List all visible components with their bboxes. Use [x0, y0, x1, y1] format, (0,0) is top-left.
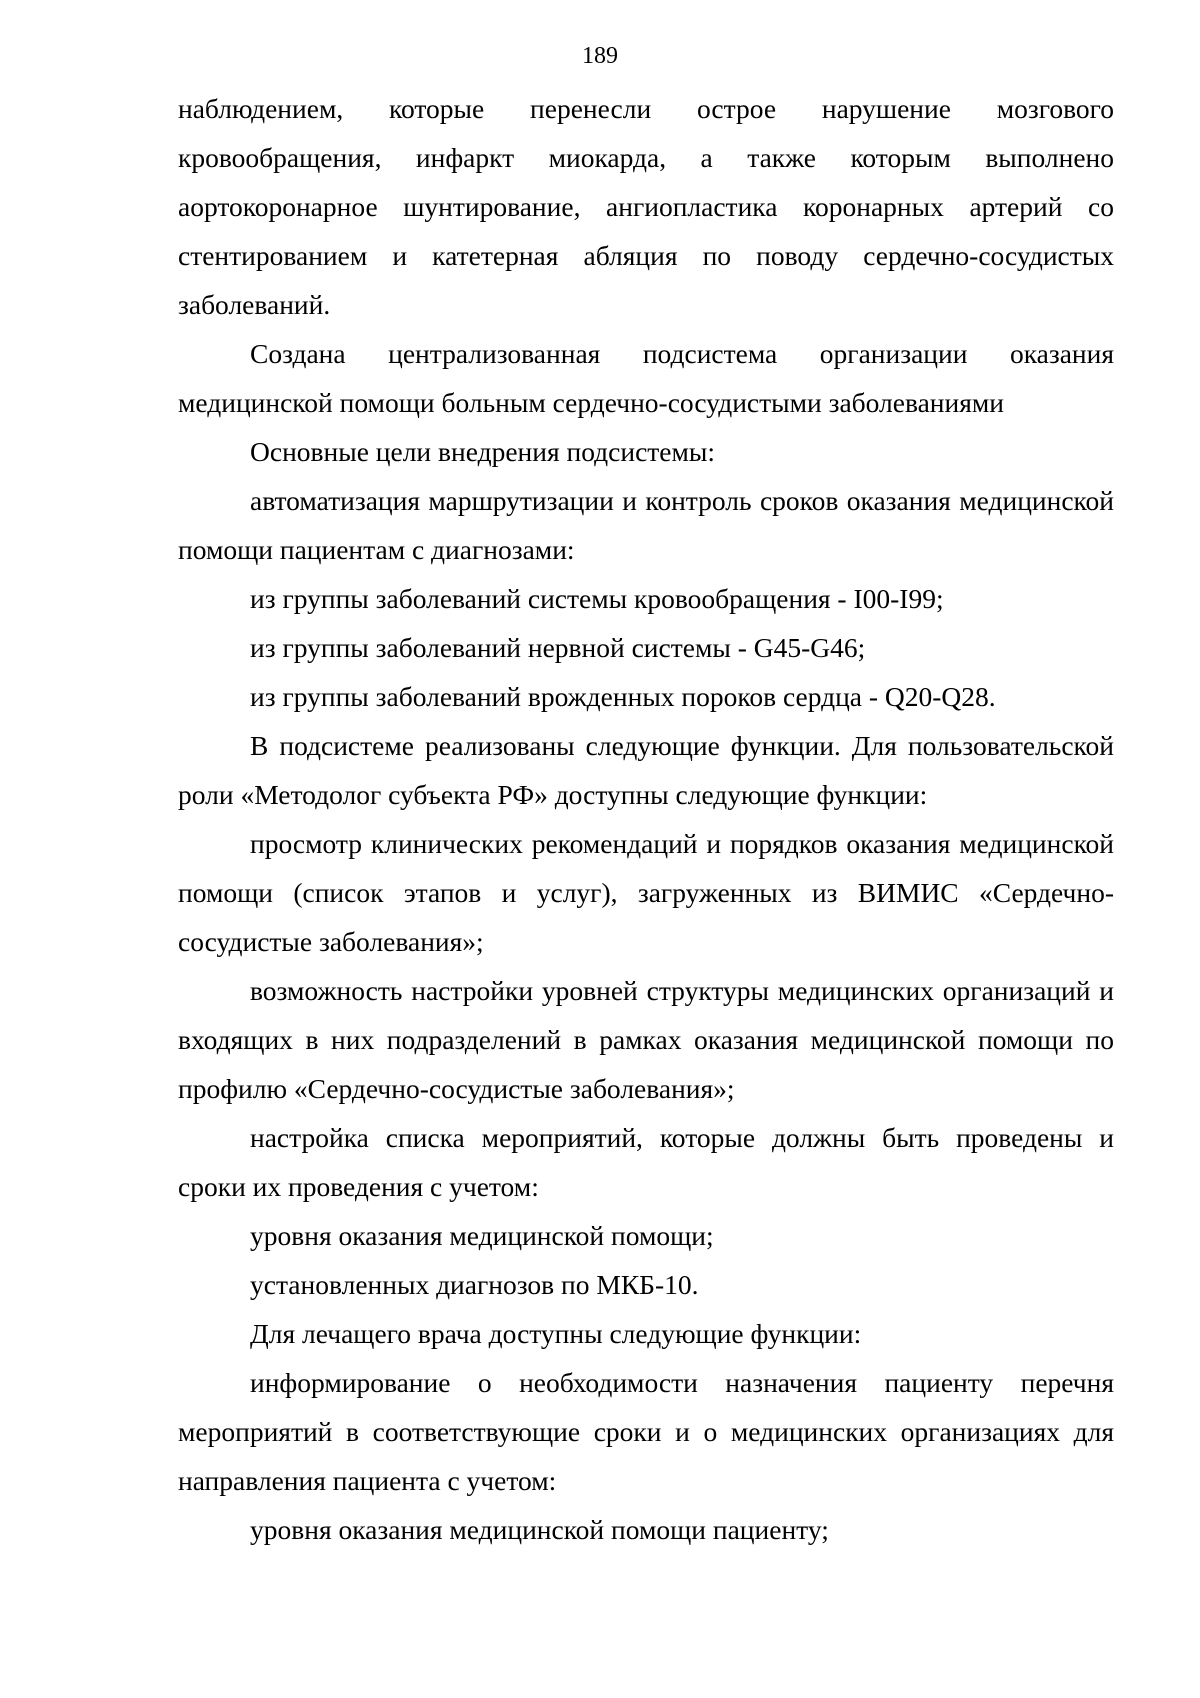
list-item-circulatory: из группы заболеваний системы кровообращения - I00-I99; — [250, 583, 944, 614]
list-item-congenital: из группы заболеваний врожденных пороков сердца - Q20-Q28. — [250, 681, 996, 712]
page-number: 189 — [582, 43, 618, 69]
list-item-diagnoses: установленных диагнозов по МКБ-10. — [250, 1269, 699, 1300]
list-item-nervous: из группы заболеваний нервной системы - G45-G46; — [250, 632, 866, 663]
paragraph-main-goals: Основные цели внедрения подсистемы: — [250, 436, 716, 467]
list-item-activities-setup: настройка списка мероприятий, которые должны быть проведены и сроки их проведения с учетом: — [178, 1122, 1114, 1202]
list-item-care-level: уровня оказания медицинской помощи; — [250, 1220, 714, 1251]
paragraph-functions-methodologist: В подсистеме реализованы следующие функции. Для пользовательской роли «Методолог субъекта РФ» доступны следующие функции: — [178, 730, 1114, 810]
list-item-informing: информирование о необходимости назначения пациенту перечня мероприятий в соответствующие сроки и о медицинских организациях для направления пациента с учетом: — [178, 1367, 1114, 1496]
list-item-patient-care-level: уровня оказания медицинской помощи пациенту; — [250, 1514, 829, 1545]
paragraph-subsystem-created: Создана централизованная подсистема организации оказания медицинской помощи больным сердечно-сосудистыми заболеваниями — [178, 338, 1114, 418]
document-body — [178, 84, 1114, 1554]
list-item-structure-levels: возможность настройки уровней структуры медицинских организаций и входящих в них подразделений в рамках оказания медицинской помощи по профилю «Сердечно-сосудистые заболевания»; — [178, 975, 1114, 1104]
list-item-view-recommendations: просмотр клинических рекомендаций и порядков оказания медицинской помощи (список этапов и услуг), загруженных из ВИМИС «Сердечно-сосудистые заболевания»; — [178, 828, 1114, 957]
paragraph-functions-doctor: Для лечащего врача доступны следующие функции: — [250, 1318, 862, 1349]
paragraph-automation: автоматизация маршрутизации и контроль сроков оказания медицинской помощи пациентам с диагнозами: — [178, 485, 1114, 565]
paragraph-continuation: наблюдением, которые перенесли острое нарушение мозгового кровообращения, инфаркт миокарда, а также которым выполнено аортокоронарное шунтирование, ангиопластика коронарных артерий со стентированием и катетерная абляция по поводу сердечно-сосудистых заболеваний. — [178, 93, 1114, 320]
